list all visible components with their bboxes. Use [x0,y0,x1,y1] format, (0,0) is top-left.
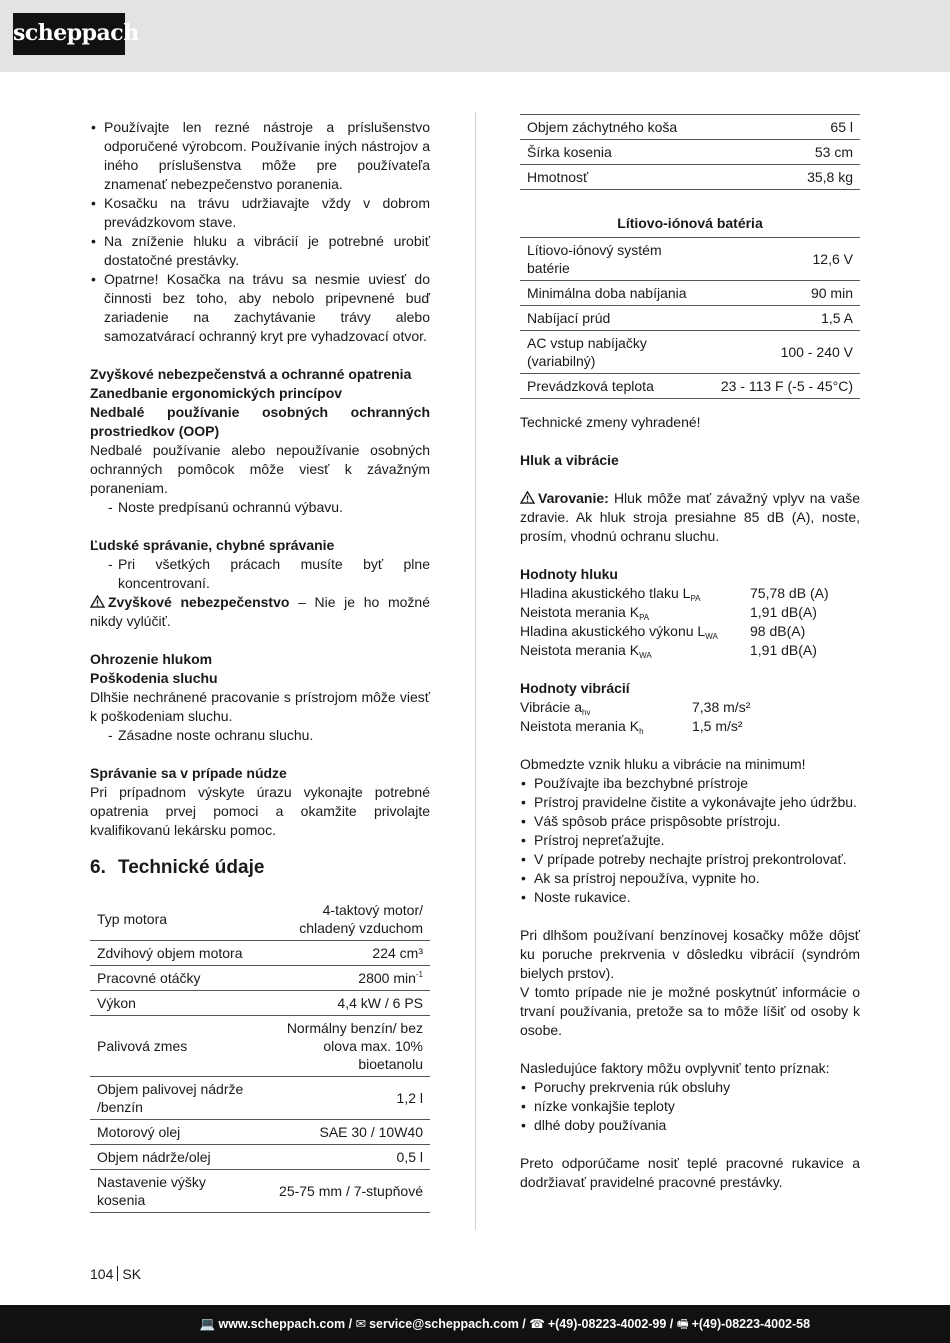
spec-value: Normálny benzín/ bez olova max. 10% bioetanolu [260,1016,430,1077]
noise-warning-paragraph [520,489,860,546]
phone-icon: ☎ [529,1317,545,1331]
table-row [90,1077,430,1120]
factor-bullets [520,1078,860,1135]
list-item: Hladina akustického tlaku $L_{PA}$ 75,78 dB (A) [520,585,829,603]
spec-label: Lítiovo-iónový systém batérie [520,238,700,281]
ppe-paragraph: Nedbalé používanie alebo nepoužívanie osobných ochranných pomôcok môže viesť k závažným poraneniam. [90,442,430,496]
heading-noise-hazard: Ohrozenie hlukom [90,651,213,667]
spec-label: Typ motora [90,898,260,941]
table-row [520,374,860,399]
heading-hearing-damage: Poškodenia sluchu [90,670,218,686]
list-item: Hladina akustického výkonu $L_{WA}$ 98 dB(A) [520,623,806,641]
spec-value: 65 l [769,115,860,140]
spec-label: Objem nádrže/olej [90,1145,260,1170]
spec-label: Pracovné otáčky [90,966,260,991]
hearing-dash-item: - Zásadne noste ochranu sluchu. [108,726,430,745]
warning-label: Varovanie: [538,490,609,506]
battery-table [520,237,860,399]
list-item: Vibrácie $a_{hv}$ 7,38 m/s² [520,699,751,717]
section-title [90,856,430,880]
left-column [90,118,430,1213]
brand-logo: scheppach [13,13,125,55]
warning-text: Hluk môže mať závažný vplyv na vaše zdravie. Ak hluk stroja presiahne 85 dB (A), noste, prosím, vhodnú ochranu sluchu. [520,490,860,544]
list-item: • dlhé doby používania [520,1116,860,1135]
table-row [90,1145,430,1170]
table-row [520,331,860,374]
table-row [90,1016,430,1077]
table-row [520,281,860,306]
spec-label: Zdvihový objem motora [90,941,260,966]
section-title-text: Technické údaje [118,857,265,878]
noise-values-list [520,584,860,660]
recommendation-paragraph: Preto odporúčame nosiť teplé pracovné rukavice a dodržiavať pravidelné pracovné prestávky. [520,1155,860,1190]
list-item: Neistota merania $K_{PA}$ 1,91 dB(A) [520,604,817,622]
list-item: • Na zníženie hluku a vibrácií je potrebné urobiť dostatočné prestávky. [90,232,430,270]
right-column [520,114,860,1192]
table-row [520,238,860,281]
spec-value: 1,5 A [700,306,860,331]
safety-bullets [90,118,430,346]
table-row [520,140,860,165]
language-code: SK [122,1266,142,1282]
table-row [520,165,860,190]
table-row [90,898,430,941]
page-number: 104 [90,1266,114,1282]
spec-table [90,898,430,1213]
spec-value: 100 - 240 V [700,331,860,374]
list-item: • Poruchy prekrvenia rúk obsluhy [520,1078,860,1097]
table-row [90,966,430,991]
residual-risk-paragraph [90,593,430,631]
table-row [90,941,430,966]
column-divider [475,112,476,1230]
spec-value: 1,2 l [260,1077,430,1120]
list-item: • Ak sa prístroj nepoužíva, vypnite ho. [520,869,860,888]
tech-changes-note: Technické zmeny vyhradené! [520,414,701,430]
minimize-bullets [520,774,860,907]
computer-icon: 💻 [199,1317,216,1331]
heading-residual-risks: Zvyškové nebezpečenstvá a ochranné opatrenia [90,366,412,382]
list-item: • Kosačku na trávu udržiavajte vždy v dobrom prevádzkovom stave. [90,194,430,232]
warning-icon [520,491,535,504]
header-bar [0,0,950,72]
list-item: Neistota merania $K_{WA}$ 1,91 dB(A) [520,642,817,660]
footer-separator [117,1266,118,1281]
list-item: Neistota merania $K_h$ 1,5 m/s² [520,718,743,736]
heading-vibration-values: Hodnoty vibrácií [520,680,630,696]
spec-value: 224 cm³ [260,941,430,966]
spec-label: Šírka kosenia [520,140,769,165]
email-link[interactable]: service@scheppach.com / [369,1317,526,1331]
heading-human-behavior: Ľudské správanie, chybné správanie [90,537,335,553]
spec-label: Výkon [90,991,260,1016]
section-number: 6. [90,857,106,878]
list-item: • Prístroj pravidelne čistite a vykonávajte jeho údržbu. [520,793,860,812]
list-item: • Opatrne! Kosačka na trávu sa nesmie uviesť do činnosti bez toho, aby nebolo pripevnené buď zariadenie na zachytávanie trávy alebo samozatvárací ochranný kryt pre vyhadzovací otvor. [90,270,430,346]
phone-number: +(49)-08223-4002-99 / [547,1317,674,1331]
list-item: • nízke vonkajšie teploty [520,1097,860,1116]
table-row [90,1170,430,1213]
spec-value: 4-taktový motor/ chladený vzduchom [260,898,430,941]
residual-risk-label: Zvyškové nebezpečenstvo [108,594,290,610]
list-item: • V prípade potreby nechajte prístroj prekontrolovať. [520,850,860,869]
duration-paragraph: V tomto prípade nie je možné poskytnúť informácie o trvaní používania, pretože sa to môže líšiť od osoby k osobe. [520,984,860,1038]
page-footer-number [90,1265,141,1284]
spec-label: Prevádzková teplota [520,374,700,399]
website-link[interactable]: www.scheppach.com / [218,1317,353,1331]
long-use-paragraph: Pri dlhšom používaní benzínovej kosačky môže dôjsť ku poruche prekrvenia v dôsledku vibrácií (syndróm bielych prstov). [520,927,860,981]
spec-value: 0,5 l [260,1145,430,1170]
spec-table-continued [520,114,860,190]
heading-ergonomics: Zanedbanie ergonomických princípov [90,385,343,401]
spec-value: 90 min [700,281,860,306]
fax-number: +(49)-08223-4002-58 [691,1317,811,1331]
spec-value: 25-75 mm / 7-stupňové [260,1170,430,1213]
table-row [90,1120,430,1145]
residual-risk-text: – Nie je ho možné nikdy vylúčiť. [90,594,430,629]
list-item: • Váš spôsob práce prispôsobte prístroju. [520,812,860,831]
heading-emergency: Správanie sa v prípade núdze [90,765,287,781]
spec-value: 35,8 kg [769,165,860,190]
spec-label: Palivová zmes [90,1016,260,1077]
minimize-note: Obmedzte vznik hluku a vibrácie na minimum! [520,756,806,772]
contact-bar [0,1305,950,1343]
vibration-values-list [520,698,860,736]
spec-value: 53 cm [769,140,860,165]
spec-value: 23 - 113 F (-5 - 45°C) [700,374,860,399]
battery-table-title: Lítiovo-iónová batéria [617,215,763,231]
spec-label: Motorový olej [90,1120,260,1145]
human-dash-item: - Pri všetkých prácach musíte byť plne koncentrovaní. [108,555,430,593]
list-item: • Prístroj nepreťažujte. [520,831,860,850]
email-icon: ✉ [355,1317,367,1331]
fax-icon: 🖷 [676,1317,689,1331]
spec-value: 4,4 kW / 6 PS [260,991,430,1016]
spec-label: Nastavenie výšky kosenia [90,1170,260,1213]
spec-label: Minimálna doba nabíjania [520,281,700,306]
spec-label: Hmotnosť [520,165,769,190]
warning-icon [90,595,105,608]
factors-intro: Nasledujúce faktory môžu ovplyvniť tento príznak: [520,1060,830,1076]
list-item: • Používajte len rezné nástroje a príslušenstvo odporučené výrobcom. Používanie iných nástrojov a iného príslušenstva môže pre používateľa znamenať nebezpečenstvo poranenia. [90,118,430,194]
heading-noise-values: Hodnoty hluku [520,566,618,582]
table-row [90,991,430,1016]
spec-label: Nabíjací prúd [520,306,700,331]
heading-noise-vibration: Hluk a vibrácie [520,452,619,468]
spec-value: 12,6 V [700,238,860,281]
hearing-paragraph: Dlhšie nechránené pracovanie s prístrojom môže viesť k poškodeniam sluchu. [90,689,430,724]
spec-label: Objem záchytného koša [520,115,769,140]
spec-label: AC vstup nabíjačky (variabilný) [520,331,700,374]
emergency-paragraph: Pri prípadnom výskyte úrazu vykonajte potrebné opatrenia prvej pomoci a okamžite privolajte kvalifikovanú lekársku pomoc. [90,784,430,838]
heading-ppe: Nedbalé používanie osobných ochranných prostriedkov (OOP) [90,404,430,439]
spec-value: SAE 30 / 10W40 [260,1120,430,1145]
list-item: • Noste rukavice. [520,888,860,907]
list-item: • Používajte iba bezchybné prístroje [520,774,860,793]
spec-value: 2800 $\min^{-1}$ [260,966,430,991]
table-row [520,306,860,331]
spec-label: Objem palivovej nádrže /benzín [90,1077,260,1120]
ppe-dash-item: - Noste predpísanú ochrannú výbavu. [108,498,430,517]
table-row [520,115,860,140]
